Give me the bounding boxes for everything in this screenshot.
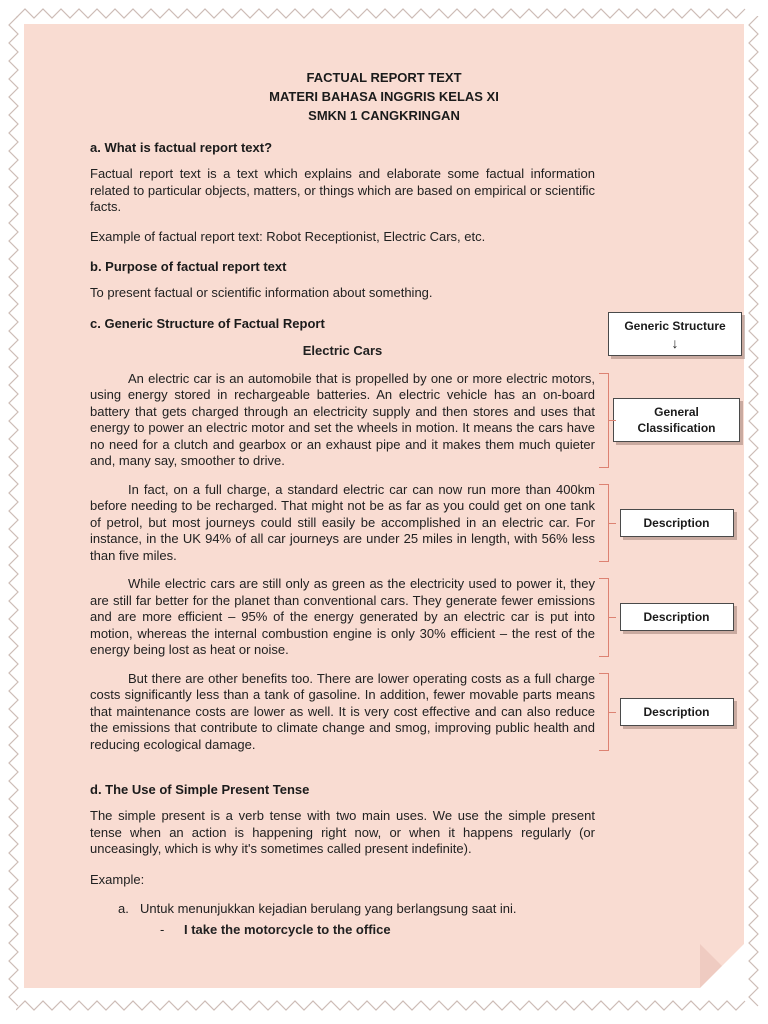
zigzag-border-bottom bbox=[16, 1000, 752, 1012]
list-sub-item-text: I take the motorcycle to the office bbox=[184, 921, 391, 937]
section-d-heading: d. The Use of Simple Present Tense bbox=[90, 782, 310, 797]
passage-row-4 bbox=[90, 671, 744, 754]
section-c-heading: c. Generic Structure of Factual Report bbox=[90, 315, 325, 331]
section-a-paragraph: Factual report text is a text which explains and elaborate some factual information related to particular objects, matters, or things which are based on empirical or scientific facts. bbox=[90, 166, 595, 214]
structure-label-description-1: Description bbox=[620, 509, 734, 537]
structure-label-general-classification: General Classification bbox=[613, 398, 740, 442]
document-content bbox=[24, 24, 744, 938]
document-page bbox=[24, 24, 744, 988]
grouping-bracket-4 bbox=[599, 673, 609, 752]
list-sub-item-marker: - bbox=[160, 921, 165, 937]
example-list bbox=[90, 900, 744, 938]
passage-paragraph-3: While electric cars are still only as green as the electricity used to power it, they are still far better for the planet than conventional cars. They generate fewer emissions and are more efficient – 95% of the energy generated by an electric car is put into motion, whereas the internal combustion engine is only 30% efficient – the rest of the energy being lost as heat or noise. bbox=[90, 576, 595, 657]
zigzag-border-right bbox=[748, 16, 760, 1008]
section-b-paragraph: To present factual or scientific information about something. bbox=[90, 285, 433, 300]
zigzag-border-top bbox=[16, 8, 752, 20]
zigzag-border-left bbox=[8, 16, 20, 1008]
structure-label-description-2: Description bbox=[620, 603, 734, 631]
list-item bbox=[90, 900, 744, 917]
title-line-1: FACTUAL REPORT TEXT bbox=[306, 70, 462, 85]
section-d-paragraph: The simple present is a verb tense with two main uses. We use the simple present tense when an action is happening right now, or when it happens regularly (or unceasingly, which is why it's sometimes called present indefinite). bbox=[90, 808, 595, 856]
list-item-text: Untuk menunjukkan kejadian berulang yang berlangsung saat ini. bbox=[140, 900, 517, 916]
example-label: Example: bbox=[90, 871, 145, 887]
page-corner-fold bbox=[700, 944, 744, 988]
section-b-heading: b. Purpose of factual report text bbox=[90, 259, 287, 274]
generic-structure-callout bbox=[608, 312, 742, 356]
grouping-bracket-1 bbox=[599, 373, 609, 468]
passage-row-3 bbox=[90, 576, 744, 659]
passage-title: Electric Cars bbox=[302, 342, 383, 358]
list-item-marker: a. bbox=[118, 900, 129, 916]
passage-row-1 bbox=[90, 371, 744, 470]
section-a-heading: a. What is factual report text? bbox=[90, 140, 273, 155]
passage-paragraph-2: In fact, on a full charge, a standard electric car can now run more than 400km before needing to be recharged. That might not be as far as you could get on one tank of petrol, but most journeys could still easily be accomplished in an electric car. For instance, in the UK 94% of all car journeys are under 25 miles in length, with 56% less than five miles. bbox=[90, 481, 595, 563]
list-sub-item bbox=[90, 921, 744, 938]
document-title bbox=[24, 68, 744, 125]
title-line-3: SMKN 1 CANGKRINGAN bbox=[308, 108, 460, 123]
structure-label-description-3: Description bbox=[620, 698, 734, 726]
passage-paragraph-1: An electric car is an automobile that is propelled by one or more electric motors, using energy stored in rechargeable batteries. An electric vehicle has an on-board battery that gets charged through an electricity supply and then stores and uses that energy to power an electric motor and set the wheels in motion. It means the cars have no need for a clutch and gearbox or an exhaust pipe and it makes them much quieter and, many say, smoother to drive. bbox=[90, 370, 595, 468]
grouping-bracket-3 bbox=[599, 578, 609, 657]
down-arrow-icon: ↓ bbox=[671, 334, 679, 351]
passage-paragraph-4: But there are other benefits too. There are lower operating costs as a full charge costs significantly less than a tank of gasoline. In addition, fewer movable parts means that maintenance costs are lower as well. It is very cost effective and can also reduce the emissions that contribute to climate change and smog, improving public health and reducing ecological damage. bbox=[90, 670, 595, 752]
generic-structure-label: Generic Structure bbox=[624, 319, 726, 333]
grouping-bracket-2 bbox=[599, 484, 609, 563]
section-a-example: Example of factual report text: Robot Receptionist, Electric Cars, etc. bbox=[90, 228, 486, 244]
title-line-2: MATERI BAHASA INGGRIS KELAS XI bbox=[269, 89, 499, 104]
passage-row-2 bbox=[90, 482, 744, 565]
